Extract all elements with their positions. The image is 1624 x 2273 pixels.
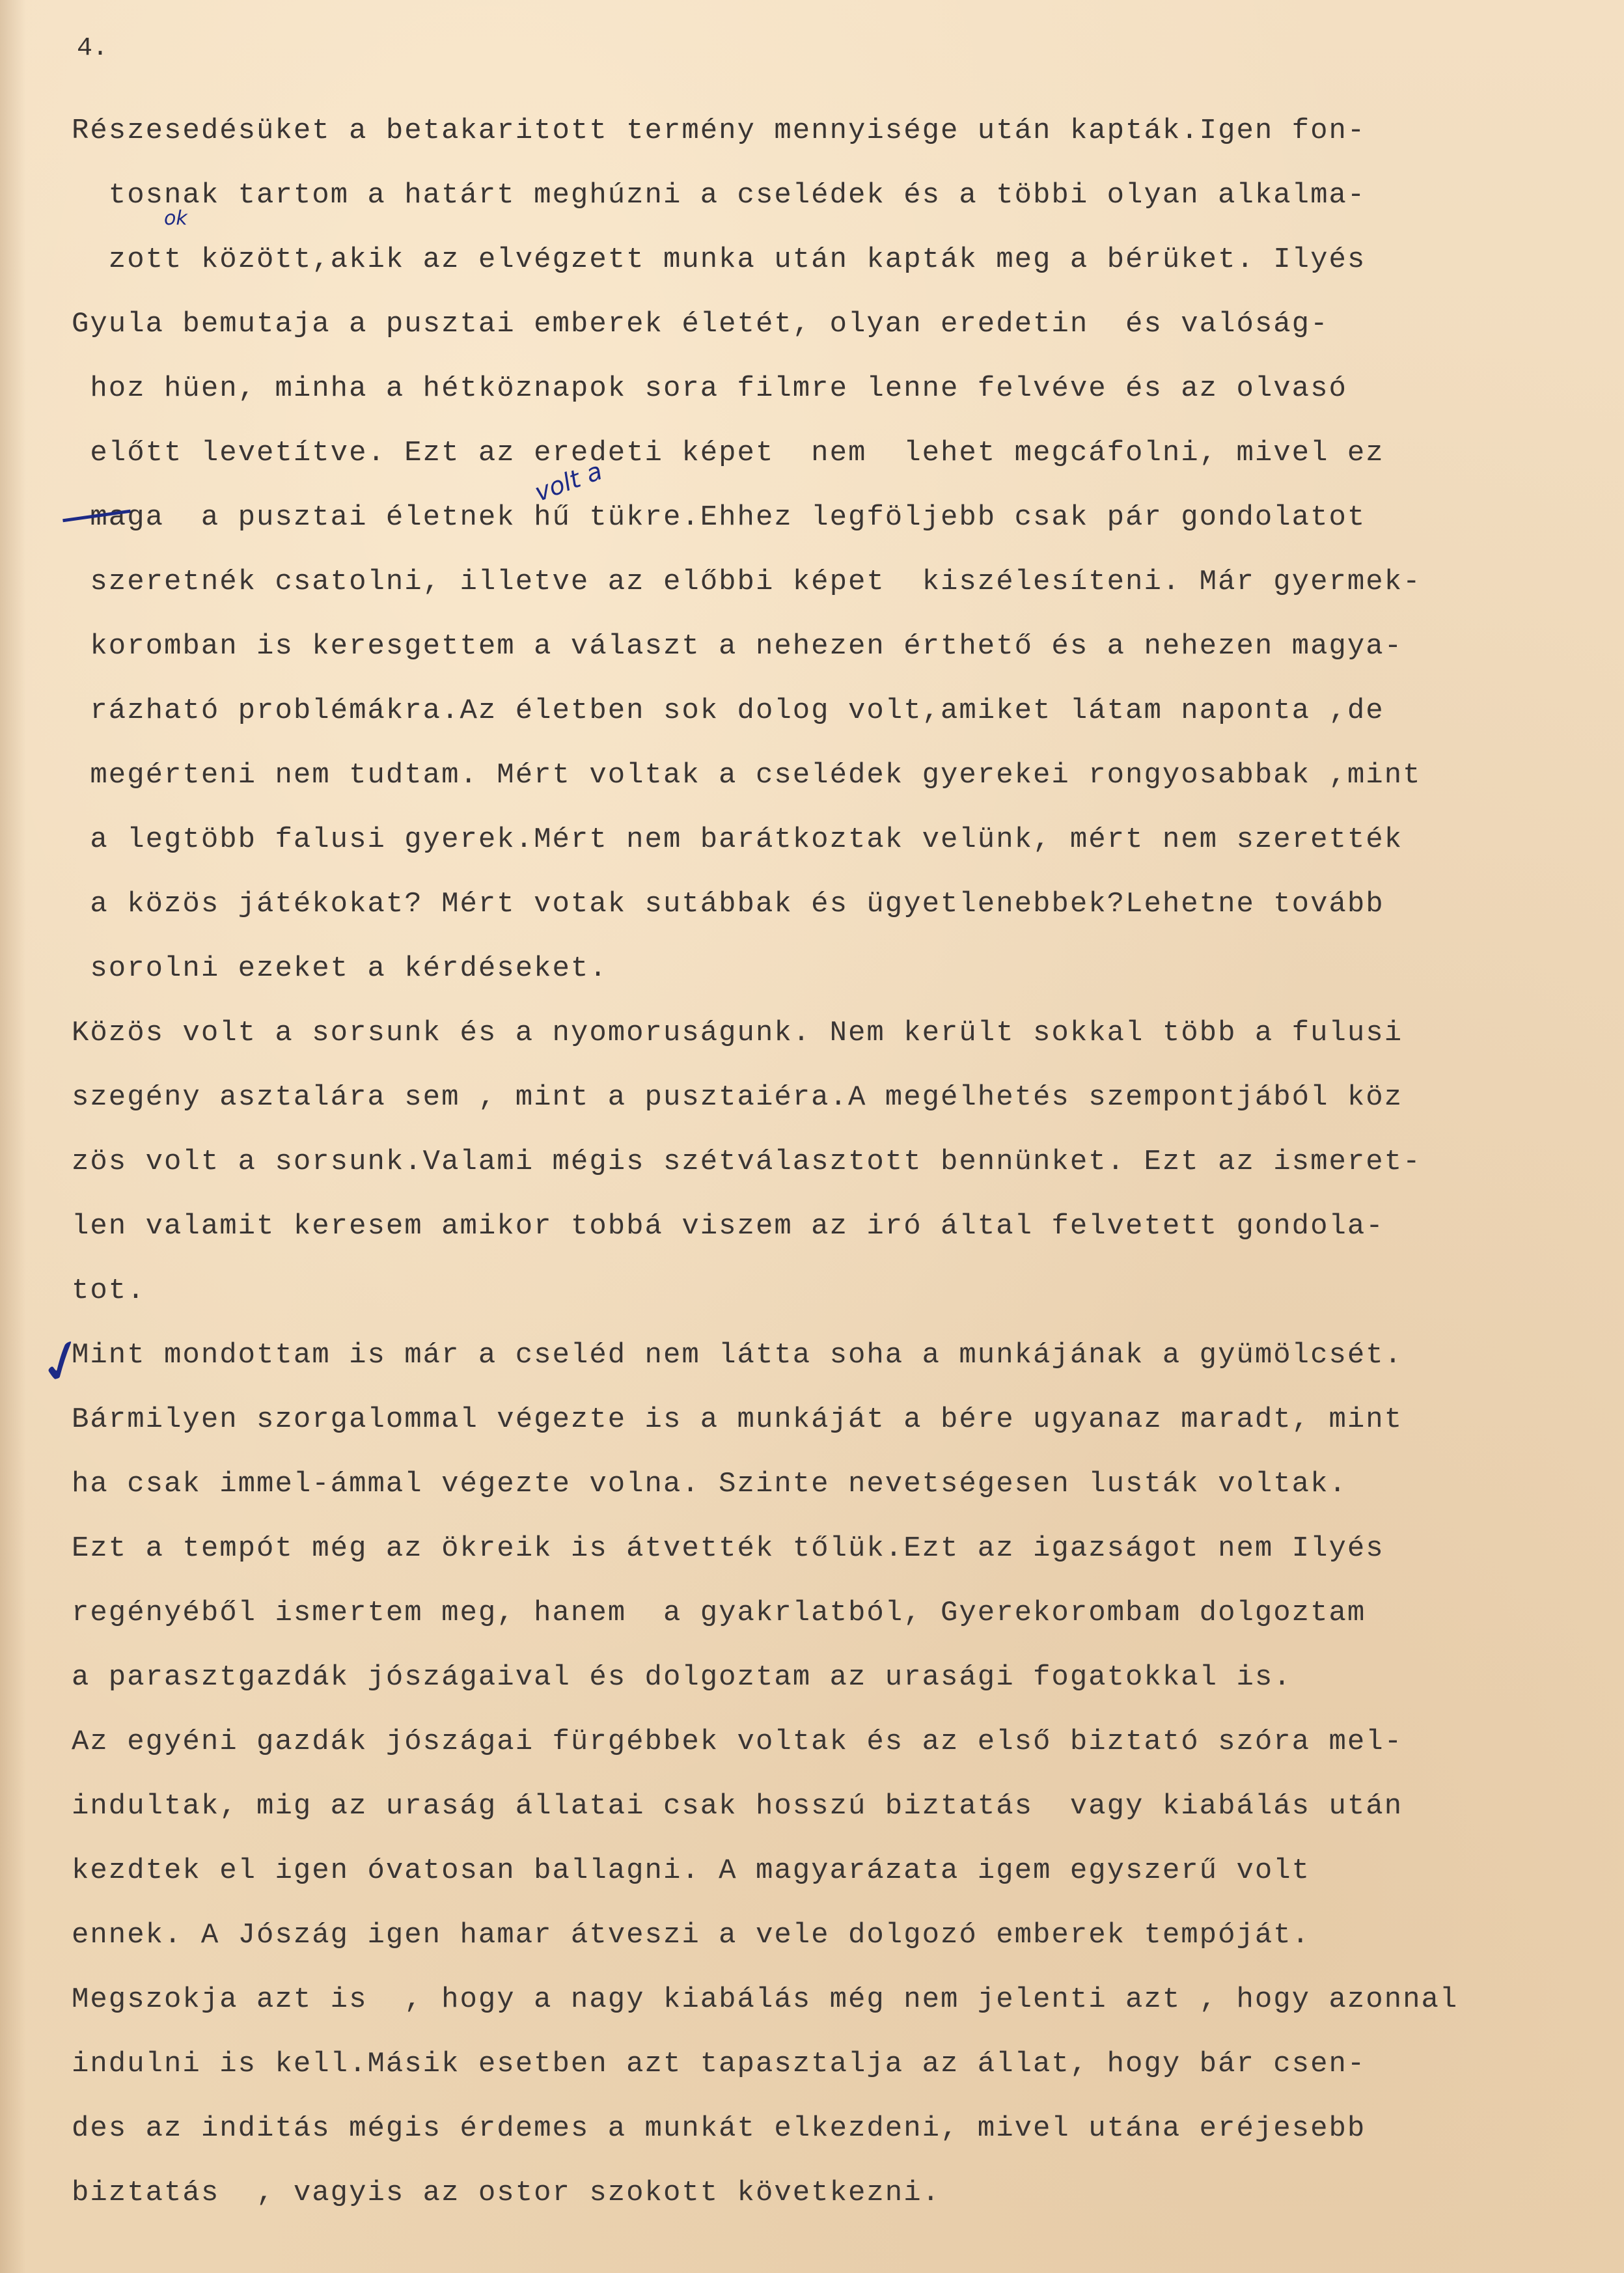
text-line: Részesedésüket a betakaritott termény mennyisége után kapták.Igen fon-	[72, 115, 1366, 147]
paper-edge-shadow	[0, 0, 26, 2273]
text-line: előtt levetítve. Ezt az eredeti képet nem lehet megcáfolni, mivel ez	[72, 437, 1384, 469]
text-line: Ezt a tempót még az ökreik is átvették tőlük.Ezt az igazságot nem Ilyés	[72, 1532, 1384, 1565]
text-line: sorolni ezeket a kérdéseket.	[72, 952, 608, 985]
text-line: Bármilyen szorgalommal végezte is a munkáját a bére ugyanaz maradt, mint	[72, 1403, 1403, 1436]
typed-text-body	[72, 99, 1556, 2225]
text-line: ha csak immel-ámmal végezte volna. Szinte nevetségesen lusták voltak.	[72, 1468, 1347, 1500]
text-line: indultak, mig az uraság állatai csak hosszú biztatás vagy kiabálás után	[72, 1790, 1403, 1823]
text-line: tosnak tartom a határt meghúzni a cselédek és a többi olyan alkalma-	[72, 179, 1366, 212]
text-line: Az egyéni gazdák jószágai fürgébbek voltak és az első biztató szóra mel-	[72, 1726, 1403, 1758]
text-line: regényéből ismertem meg, hanem a gyakrlatból, Gyerekorombam dolgoztam	[72, 1597, 1366, 1629]
text-line: koromban is keresgettem a választ a nehezen érthető és a nehezen magya-	[72, 630, 1403, 663]
text-line: szeretnék csatolni, illetve az előbbi képet kiszélesíteni. Már gyermek-	[72, 566, 1422, 598]
text-line: tot.	[72, 1274, 146, 1307]
text-line: a közös játékokat? Mért votak sutábbak és ügyetlenebbek?Lehetne tovább	[72, 888, 1384, 920]
handwritten-insert: volt a	[530, 456, 606, 507]
text-line: biztatás , vagyis az ostor szokott következni.	[72, 2177, 941, 2209]
text-line: zott között,akik az elvégzett munka után kapták meg a bérüket. Ilyés	[72, 243, 1366, 276]
text-line: rázható problémákra.Az életben sok dolog volt,amiket látam naponta ,de	[72, 695, 1384, 727]
text-line: Mint mondottam is már a cseléd nem látta soha a munkájának a gyümölcsét.	[72, 1339, 1403, 1371]
text-line: Megszokja azt is , hogy a nagy kiabálás még nem jelenti azt , hogy azonnal	[72, 1983, 1459, 2016]
text-line: Gyula bemutaja a pusztai emberek életét, olyan eredetin és valóság-	[72, 308, 1329, 340]
text-line: Közös volt a sorsunk és a nyomoruságunk. Nem került sokkal több a fulusi	[72, 1017, 1403, 1049]
text-line: indulni is kell.Másik esetben azt tapasztalja az állat, hogy bár csen-	[72, 2048, 1366, 2080]
text-line: len valamit keresem amikor tobbá viszem az iró által felvetett gondola-	[72, 1210, 1384, 1243]
text-line: hoz hüen, minha a hétköznapok sora filmre lenne felvéve és az olvasó	[72, 372, 1347, 405]
text-line: zös volt a sorsunk.Valami mégis szétválasztott bennünket. Ezt az ismeret-	[72, 1146, 1422, 1178]
text-line: maga a pusztai életnek hű tükre.Ehhez legföljebb csak pár gondolatot	[72, 501, 1366, 534]
margin-check-icon: ✓	[28, 1321, 96, 1403]
text-line: des az inditás mégis érdemes a munkát elkezdeni, mivel utána eréjesebb	[72, 2112, 1366, 2145]
text-line: a parasztgazdák jószágaival és dolgoztam az urasági fogatokkal is.	[72, 1661, 1292, 1694]
page-number: 4.	[77, 34, 109, 63]
text-line: kezdtek el igen óvatosan ballagni. A magyarázata igem egyszerű volt	[72, 1854, 1311, 1887]
text-line: ennek. A Jószág igen hamar átveszi a vele dolgozó emberek tempóját.	[72, 1919, 1311, 1951]
text-line: a legtöbb falusi gyerek.Mért nem barátkoztak velünk, mért nem szerették	[72, 823, 1403, 856]
text-line: megérteni nem tudtam. Mért voltak a cselédek gyerekei rongyosabbak ,mint	[72, 759, 1422, 792]
text-line: szegény asztalára sem , mint a pusztaiéra.A megélhetés szempontjából köz	[72, 1081, 1403, 1114]
handwritten-ok: ok	[164, 207, 187, 230]
